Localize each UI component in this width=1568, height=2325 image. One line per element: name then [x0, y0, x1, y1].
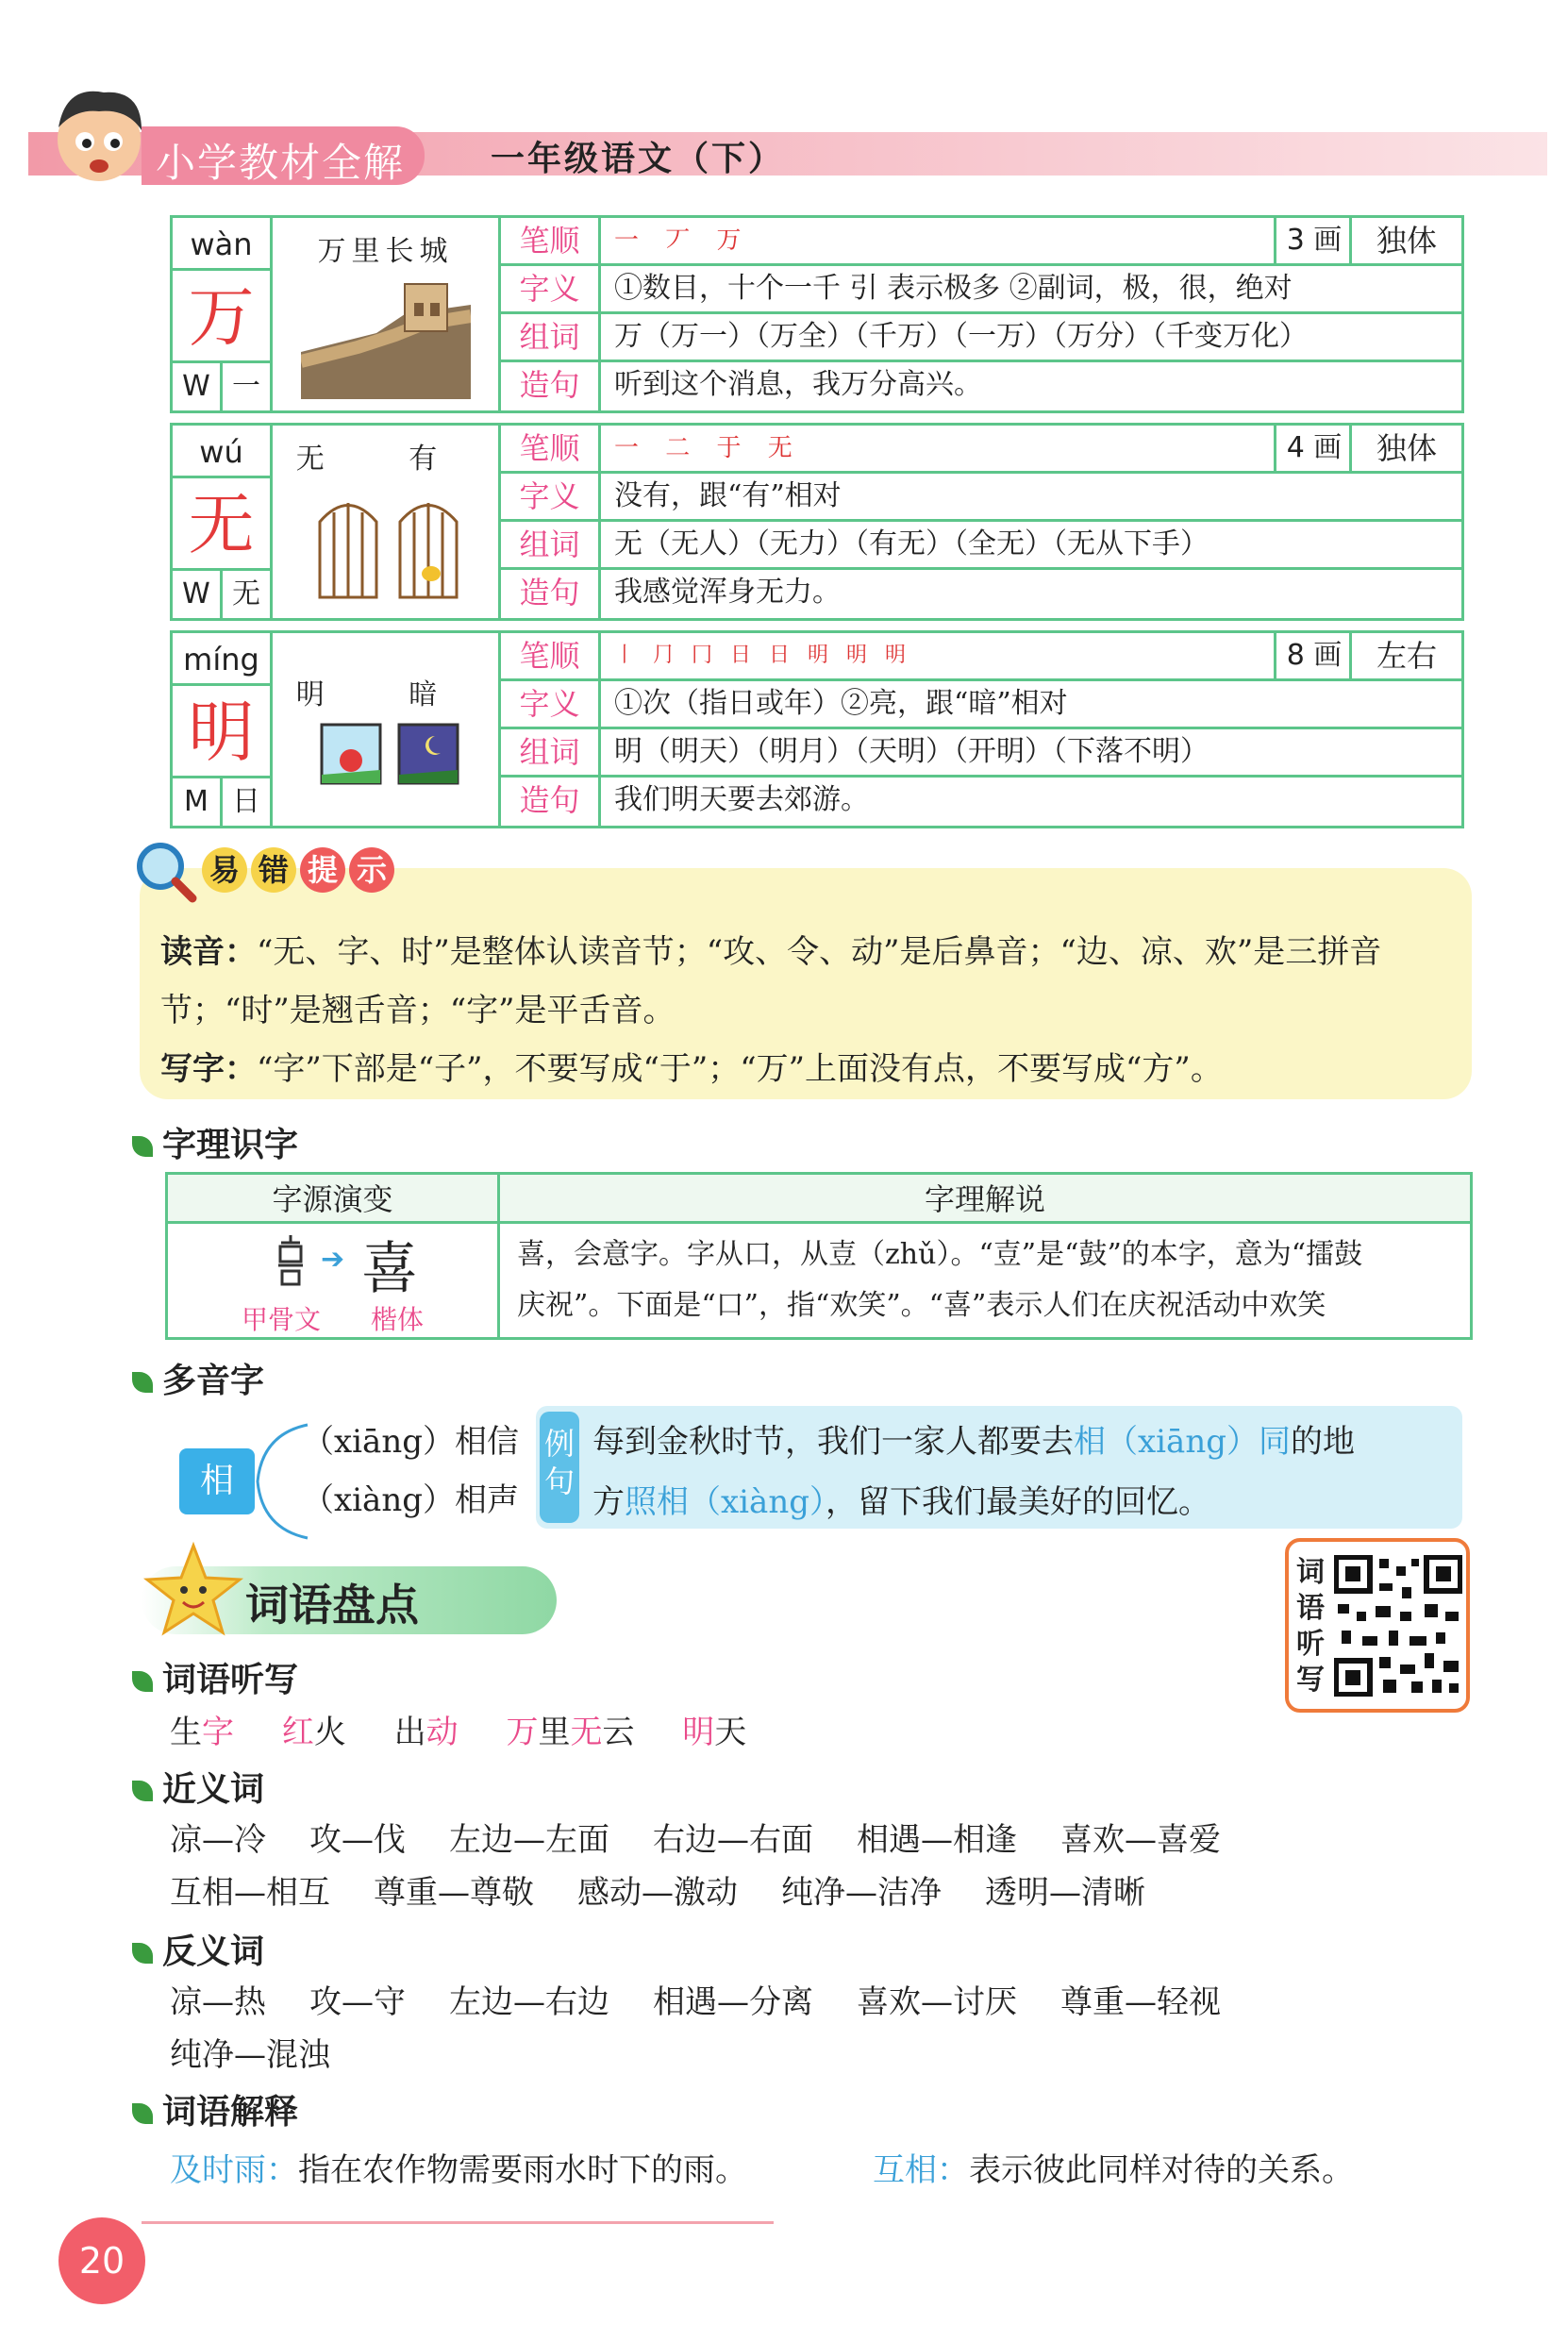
- tips-title-char: 示: [349, 847, 394, 893]
- synonym-pair: 喜欢—喜爱: [1060, 1821, 1221, 1859]
- example-highlight: 照相（xiàng）: [625, 1483, 826, 1521]
- example-text: 方: [592, 1483, 625, 1521]
- dictation-word: 红火: [281, 1714, 346, 1751]
- index-radical: 无: [223, 571, 273, 618]
- label-meaning: 字义: [501, 266, 601, 311]
- polyphone-reading-2: （xiàng）相声: [302, 1481, 519, 1519]
- explanation-1: [170, 2144, 747, 2190]
- synonym-pair: 相遇—相逢: [857, 1821, 1017, 1859]
- label-strokes: 笔顺: [501, 218, 601, 263]
- hanzi: 明: [173, 686, 273, 778]
- index-radical: 一: [223, 363, 273, 410]
- etymology-col2-header: 字理解说: [500, 1175, 1470, 1224]
- day-night-window-illustration: [320, 723, 461, 789]
- synonyms-row-2: [170, 1866, 1189, 1913]
- example-text: ，留下我们最美好的回忆。: [825, 1483, 1210, 1521]
- page-number: 20: [58, 2217, 145, 2304]
- label-strokes: 笔顺: [501, 426, 601, 471]
- example-tag: 例句: [540, 1412, 579, 1523]
- writing-text: “字”下部是“子”，不要写成“于”；“万”上面没有点，不要写成“方”。: [257, 1050, 1223, 1088]
- image-caption: 无 有: [295, 443, 475, 476]
- leaf-icon: [132, 2103, 153, 2124]
- label-meaning: 字义: [501, 681, 601, 727]
- dictation-word: 万里无云: [506, 1714, 635, 1751]
- char-card-wu: [170, 423, 1464, 621]
- hanzi: 万: [173, 271, 273, 363]
- antonym-pair: 纯净—混浊: [170, 2036, 330, 2074]
- meaning: 没有，跟“有”相对: [614, 479, 842, 512]
- dictation-heading: [132, 1653, 298, 1701]
- pinyin: wàn: [173, 218, 273, 271]
- label-sentence: 造句: [501, 778, 601, 826]
- tips-title-char: 易: [202, 847, 247, 893]
- tips-title-char: 提: [300, 847, 345, 893]
- words: 明（明天）（明月）（天明）（开明）（下落不明）: [614, 735, 1209, 768]
- regular-script-char: 喜: [361, 1236, 418, 1302]
- great-wall-illustration: [301, 276, 471, 399]
- example-text: 的地: [1290, 1423, 1355, 1461]
- index-letter: M: [173, 778, 223, 826]
- stroke-order: 一 丆 万: [614, 226, 751, 255]
- explain-term: 及时雨：: [170, 2151, 298, 2189]
- antonym-pair: 喜欢—讨厌: [857, 1983, 1017, 2021]
- arrow-right-icon: ➔: [321, 1243, 345, 1276]
- label-strokes: 笔顺: [501, 633, 601, 678]
- stroke-count: 4 画: [1274, 426, 1352, 471]
- vocab-title: 词语盘点: [245, 1580, 419, 1631]
- row-meaning: [501, 474, 1461, 522]
- row-sentence: [501, 570, 1461, 618]
- polyphone-char: 相: [179, 1448, 255, 1514]
- index-letter: W: [173, 363, 223, 410]
- explain-def: 指在农作物需要雨水时下的雨。: [298, 2151, 747, 2189]
- pinyin: wú: [173, 426, 273, 478]
- label-sentence: 造句: [501, 362, 601, 410]
- brace-icon: [253, 1415, 309, 1547]
- row-meaning: [501, 266, 1461, 314]
- index-radical: 日: [223, 778, 273, 826]
- etymology-explanation: [517, 1229, 1460, 1331]
- synonyms-heading-text: 近义词: [162, 1770, 265, 1809]
- row-strokes: [501, 633, 1461, 681]
- example-text: 每到金秋时节，我们一家人都要去: [592, 1423, 1074, 1461]
- row-words: [501, 522, 1461, 570]
- synonym-pair: 透明—清晰: [985, 1874, 1145, 1912]
- explain-heading: [132, 2085, 298, 2133]
- synonym-pair: 纯净—洁净: [781, 1874, 942, 1912]
- antonyms-row-2: [170, 2029, 374, 2075]
- tip-reading-line1: [160, 923, 1381, 981]
- oracle-bone-glyph-icon: [267, 1233, 314, 1290]
- structure: 独体: [1349, 426, 1461, 471]
- sentence: 听到这个消息，我万分高兴。: [614, 368, 982, 401]
- subject-title: 一年级语文（下）: [491, 140, 786, 178]
- antonym-pair: 左边—右边: [449, 1983, 609, 2021]
- etymology-table: [165, 1172, 1473, 1340]
- writing-label: 写字：: [160, 1050, 257, 1088]
- dictation-heading-text: 词语听写: [162, 1661, 299, 1699]
- image-cell: [273, 426, 501, 618]
- label-words: 组词: [501, 729, 601, 775]
- dictation-word: 明天: [682, 1714, 747, 1751]
- dictation-word: 生字: [170, 1714, 234, 1751]
- qr-label: 词语听写: [1296, 1556, 1325, 1697]
- meaning: ①数目，十个一千 引 表示极多 ②副词，极，很，绝对: [614, 272, 1293, 305]
- label-sentence: 造句: [501, 570, 601, 618]
- polyphone-heading-text: 多音字: [162, 1362, 265, 1400]
- synonym-pair: 左边—左面: [449, 1821, 609, 1859]
- antonym-pair: 相遇—分离: [653, 1983, 813, 2021]
- sentence: 我们明天要去郊游。: [614, 783, 869, 816]
- pinyin: míng: [173, 633, 273, 686]
- oracle-bone-label: 甲骨文: [242, 1304, 322, 1335]
- stroke-order: 一 二 于 无: [614, 434, 802, 462]
- synonym-pair: 凉—冷: [170, 1821, 266, 1859]
- label-words: 组词: [501, 314, 601, 360]
- example-line-2: [592, 1476, 1210, 1522]
- tips-title: [202, 847, 394, 893]
- dictation-words: [170, 1706, 790, 1752]
- antonyms-heading-text: 反义词: [162, 1932, 265, 1971]
- polyphone-reading-1: （xiāng）相信: [302, 1423, 519, 1461]
- leaf-icon: [132, 1136, 153, 1157]
- synonym-pair: 攻—伐: [309, 1821, 406, 1859]
- etymology-heading: [132, 1118, 298, 1166]
- birdcage-illustration: [310, 484, 471, 607]
- tip-writing: [160, 1040, 1223, 1098]
- antonym-pair: 尊重—轻视: [1060, 1983, 1221, 2021]
- qr-code-icon: [1334, 1555, 1462, 1697]
- book-title: 小学教材全解: [156, 140, 406, 186]
- meaning: ①次（指日或年）②亮，跟“暗”相对: [614, 687, 1068, 720]
- antonyms-heading: [132, 1925, 264, 1973]
- index-letter: W: [173, 571, 223, 618]
- leaf-icon: [132, 1943, 153, 1964]
- image-caption: 万里长城: [317, 235, 454, 268]
- antonym-pair: 攻—守: [309, 1983, 406, 2021]
- row-sentence: [501, 362, 1461, 410]
- antonyms-row-1: [170, 1976, 1264, 2022]
- image-caption: 明 暗: [295, 678, 475, 711]
- words: 万（万一）（万全）（千万）（一万）（万分）（千变万化）: [614, 320, 1308, 353]
- structure: 左右: [1349, 633, 1461, 678]
- explain-heading-text: 词语解释: [162, 2093, 299, 2132]
- label-words: 组词: [501, 522, 601, 567]
- char-card-ming: [170, 630, 1464, 828]
- example-line-1: [592, 1415, 1355, 1462]
- tip-reading-line2: 节；“时”是翘舌音；“字”是平舌音。: [160, 992, 676, 1029]
- antonym-pair: 凉—热: [170, 1983, 266, 2021]
- polyphone-heading: [132, 1354, 264, 1402]
- words: 无（无人）（无力）（有无）（全无）（无从下手）: [614, 527, 1209, 560]
- row-sentence: [501, 778, 1461, 826]
- explain-def: 表示彼此同样对待的关系。: [969, 2151, 1354, 2189]
- explain-term: 互相：: [873, 2151, 969, 2189]
- structure: 独体: [1349, 218, 1461, 263]
- stroke-count: 3 画: [1274, 218, 1352, 263]
- synonym-pair: 感动—激动: [577, 1874, 738, 1912]
- image-cell: [273, 633, 501, 826]
- etymology-evolution-cell: [168, 1224, 500, 1337]
- leaf-icon: [132, 1671, 153, 1692]
- synonym-pair: 互相—相互: [170, 1874, 330, 1912]
- stroke-count: 8 画: [1274, 633, 1352, 678]
- row-meaning: [501, 681, 1461, 729]
- label-meaning: 字义: [501, 474, 601, 519]
- leaf-icon: [132, 1781, 153, 1801]
- synonyms-row-1: [170, 1814, 1264, 1860]
- regular-script-label: 楷体: [371, 1304, 425, 1335]
- etymology-heading-text: 字理识字: [162, 1126, 299, 1164]
- etymology-line: 喜，会意字。字从口，从壴（zhǔ）。“壴”是“鼓”的本字，意为“擂鼓: [517, 1238, 1363, 1271]
- explanation-2: [873, 2144, 1354, 2190]
- sentence: 我感觉浑身无力。: [614, 576, 841, 609]
- etymology-line: 庆祝”。下面是“口”，指“欢笑”。“喜”表示人们在庆祝活动中欢笑: [517, 1289, 1326, 1322]
- row-strokes: [501, 218, 1461, 266]
- row-words: [501, 314, 1461, 362]
- magnifier-icon: [132, 838, 198, 904]
- example-highlight: 相（xiāng）同: [1074, 1423, 1291, 1461]
- row-strokes: [501, 426, 1461, 474]
- footer-line: [142, 2221, 774, 2224]
- synonyms-heading: [132, 1763, 264, 1811]
- star-mascot-icon: [142, 1538, 245, 1642]
- char-card-wan: [170, 215, 1464, 413]
- reading-label: 读音：: [160, 933, 257, 971]
- synonym-pair: 右边—右面: [653, 1821, 813, 1859]
- reading-text-1: “无、字、时”是整体认读音节；“攻、令、动”是后鼻音；“边、凉、欢”是三拼音: [257, 933, 1382, 971]
- etymology-col1-header: 字源演变: [168, 1175, 500, 1224]
- dictation-word: 出动: [393, 1714, 459, 1751]
- qr-code-card[interactable]: [1285, 1538, 1470, 1713]
- boy-mascot-icon: [38, 75, 160, 198]
- row-words: [501, 729, 1461, 778]
- tips-title-char: 错: [251, 847, 296, 893]
- synonym-pair: 尊重—尊敬: [374, 1874, 534, 1912]
- hanzi: 无: [173, 478, 273, 571]
- stroke-order: 丨 ⺆ 冂 日 日 明 明 明: [614, 644, 911, 667]
- leaf-icon: [132, 1372, 153, 1393]
- image-cell: [273, 218, 501, 410]
